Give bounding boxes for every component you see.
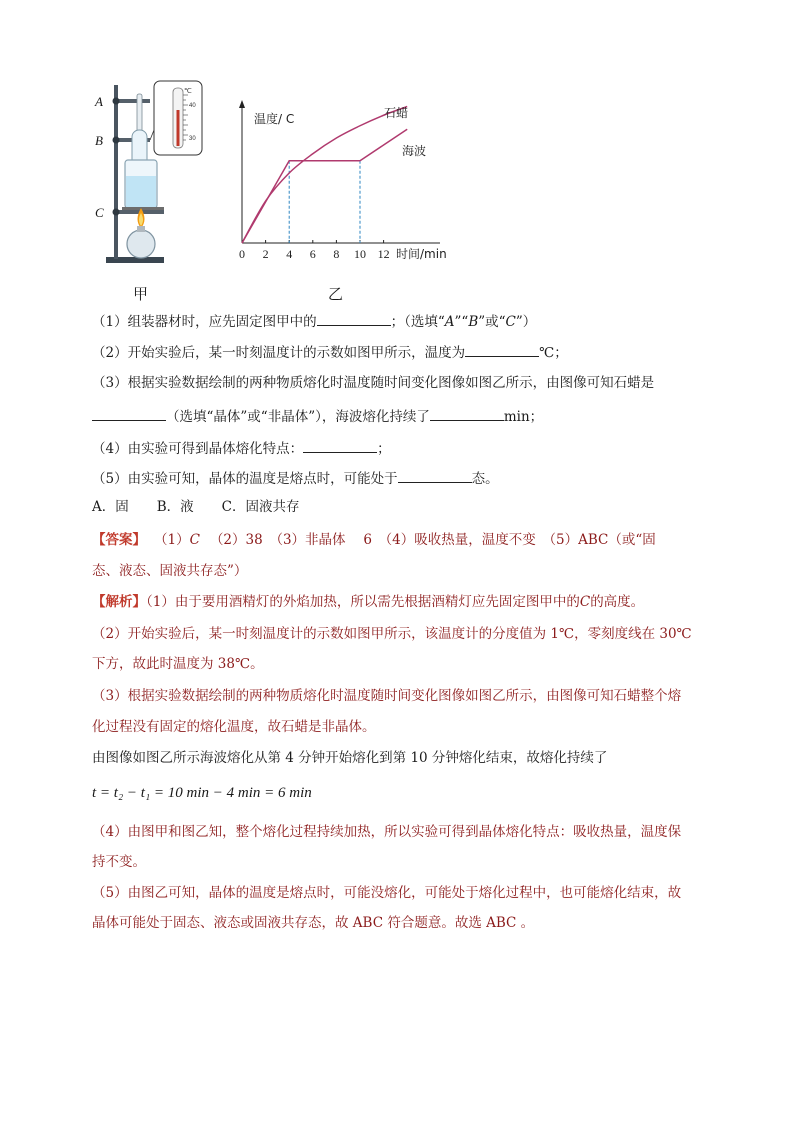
x-tick-label-0: 0 xyxy=(239,247,245,261)
x-tick-label-6: 6 xyxy=(309,247,316,261)
analysis-l5: 化过程没有固定的熔化温度，故石蜡是非晶体。 xyxy=(92,719,376,735)
x-tick-label-12: 12 xyxy=(377,247,390,261)
analysis-l4: （3）根据实验数据绘制的两种物质熔化时温度随时间变化图像如图乙所示，由图像可知石蜡整个熔 xyxy=(92,688,682,704)
thermo-unit: ℃ xyxy=(184,88,192,95)
caption-jia: 甲 xyxy=(133,285,149,303)
label-b: B xyxy=(95,133,103,148)
q1-text-d: ”“ xyxy=(454,314,469,330)
x-axis-label: 时间/min xyxy=(396,247,447,261)
q3-blank-1[interactable] xyxy=(92,405,166,421)
analysis-line-10 xyxy=(92,913,702,933)
analysis-l1-value: C xyxy=(579,594,591,610)
caption-yi: 乙 xyxy=(328,285,344,303)
q3-unit: min； xyxy=(503,409,544,425)
q2-text: （2）开始实验后，某一时刻温度计的示数如图甲所示，温度为 xyxy=(92,345,466,361)
q1-opt-b: B xyxy=(468,314,479,330)
series-label-hypo: 海波 xyxy=(402,144,427,158)
option-b[interactable]: B．液 xyxy=(156,499,194,515)
analysis-l6: 由图像如图乙所示海波熔化从第 4 分钟开始熔化到第 10 分钟熔化结束，故熔化持续了 xyxy=(92,750,608,766)
answer-part-1: （1） xyxy=(154,532,190,548)
analysis-l9: （5）由图乙可知，晶体的温度是熔点时，可能没熔化，可能处于熔化过程中，也可能熔化结束，故 xyxy=(92,885,682,901)
analysis-tag: 【解析】 xyxy=(92,594,146,610)
q1-text-h: ”） xyxy=(515,314,537,330)
q5-text: （5）由实验可知，晶体的温度是熔点时，可能处于 xyxy=(92,471,398,487)
x-tick-label-10: 10 xyxy=(354,247,366,261)
q1-blank[interactable] xyxy=(317,310,391,326)
option-c[interactable]: C．固液共存 xyxy=(221,499,300,515)
analysis-line-4 xyxy=(92,686,702,706)
analysis-l1-end: 的高度。 xyxy=(590,594,645,610)
series-line-paraffin xyxy=(242,107,407,244)
answer-cont: 态、液态、固液共存态”） xyxy=(92,563,248,579)
q1-text: （1）组装器材时，应先固定图甲中的 xyxy=(92,314,317,330)
question-3-line2 xyxy=(92,405,702,427)
x-tick-label-4: 4 xyxy=(286,247,293,261)
analysis-l10: 晶体可能处于固态、液态或固液共存态，故 ABC 符合题意。故选 ABC 。 xyxy=(92,915,535,931)
q4-blank[interactable] xyxy=(303,437,377,453)
analysis-line-8 xyxy=(92,852,702,872)
x-tick-label-8: 8 xyxy=(333,247,340,261)
analysis-formula xyxy=(92,783,702,803)
q3-blank-2[interactable] xyxy=(430,405,504,421)
q2-unit: ℃； xyxy=(539,345,568,361)
y-axis-label: 温度/ C xyxy=(254,112,295,126)
thermo-bottom-label: 30 xyxy=(189,136,196,142)
answer-tag: 【答案】 xyxy=(92,532,146,548)
analysis-l2: （2）开始实验后，某一时刻温度计的示数如图甲所示，该温度计的分度值为 1℃，零刻度线在 30℃ xyxy=(92,626,692,642)
answer-value-c: C xyxy=(189,532,200,548)
options-row xyxy=(92,497,702,517)
q4-text: （4）由实验可得到晶体熔化特点： xyxy=(92,441,304,457)
melting-graph xyxy=(0,0,794,300)
analysis-line-2 xyxy=(92,624,702,644)
answer-line-2 xyxy=(92,561,702,581)
question-2 xyxy=(92,341,702,363)
question-1 xyxy=(92,310,702,332)
analysis-line-1 xyxy=(92,592,702,612)
series-label-paraffin: 石蜡 xyxy=(384,106,409,120)
analysis-line-7 xyxy=(92,822,702,842)
q3-text-b: （选填“晶体”或“非晶体”），海波熔化持续了 xyxy=(166,409,430,425)
analysis-l7: （4）由图甲和图乙知，整个熔化过程持续加热，所以实验可得到晶体熔化特点：吸收热量，温度保 xyxy=(92,824,682,840)
q1-opt-a: A xyxy=(444,314,455,330)
q2-blank[interactable] xyxy=(465,341,539,357)
q1-text-f: ”或“ xyxy=(478,314,506,330)
analysis-line-3 xyxy=(92,654,702,674)
answer-line-1 xyxy=(92,530,702,550)
option-a[interactable]: A．固 xyxy=(92,499,129,515)
q4-end: ； xyxy=(377,441,391,457)
q1-text-b: ；（选填“ xyxy=(390,314,445,330)
analysis-line-5 xyxy=(92,717,702,737)
analysis-line-9 xyxy=(92,883,702,903)
q3-text: （3）根据实验数据绘制的两种物质熔化时温度随时间变化图像如图乙所示，由图像可知石蜡是 xyxy=(92,375,655,391)
analysis-line-6 xyxy=(92,748,702,768)
question-5 xyxy=(92,467,702,489)
q5-blank[interactable] xyxy=(398,467,472,483)
answer-part-2: （2）38 （3）非晶体 6 （4）吸收热量，温度不变 （5）ABC（或“固 xyxy=(209,532,656,548)
thermo-top-label: 40 xyxy=(189,103,196,109)
question-3-line1 xyxy=(92,373,702,393)
q5-end: 态。 xyxy=(471,471,499,487)
formula-text: t = t₂ − t₁ = 10 min − 4 min = 6 min xyxy=(92,785,312,801)
x-tick-label-2: 2 xyxy=(262,247,269,261)
q1-opt-c: C xyxy=(505,314,516,330)
question-4 xyxy=(92,437,702,459)
analysis-l3: 下方，故此时温度为 38℃。 xyxy=(92,656,264,672)
analysis-l1: （1）由于要用酒精灯的外焰加热，所以需先根据酒精灯应先固定图甲中的 xyxy=(146,594,580,610)
label-c: C xyxy=(95,205,104,220)
label-a: A xyxy=(95,94,103,109)
analysis-l8: 持不变。 xyxy=(92,854,146,870)
